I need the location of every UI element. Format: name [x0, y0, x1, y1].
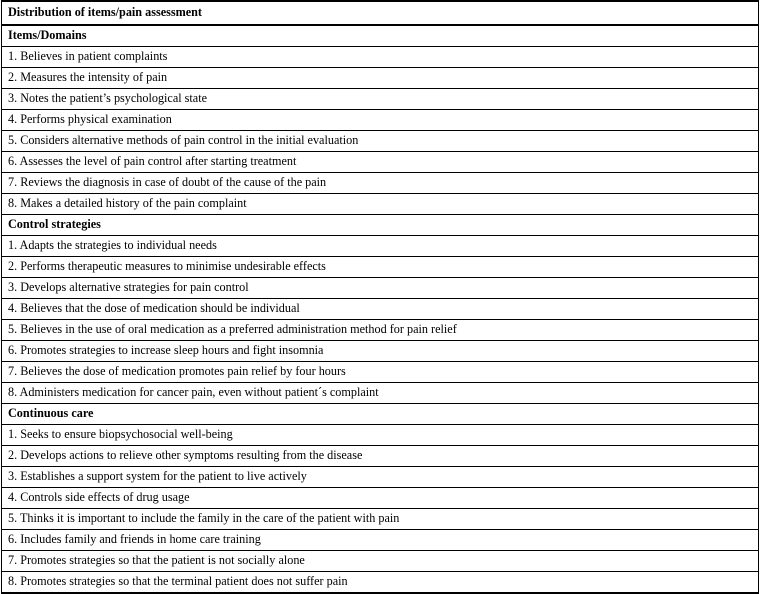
item-cell: 1. Believes in patient complaints: [2, 47, 759, 68]
table-row: [2, 236, 759, 257]
item-cell: 6. Assesses the level of pain control after starting treatment: [2, 152, 759, 173]
column-header-items-domains: Items/Domains: [2, 25, 759, 47]
table-column-header-row: [2, 25, 759, 47]
table-row: [2, 446, 759, 467]
table-row: [2, 467, 759, 488]
item-cell: 3. Notes the patient’s psychological state: [2, 89, 759, 110]
item-cell: 5. Thinks it is important to include the family in the care of the patient with pain: [2, 509, 759, 530]
item-cell: 7. Reviews the diagnosis in case of doubt of the cause of the pain: [2, 173, 759, 194]
item-cell: 3. Establishes a support system for the patient to live actively: [2, 467, 759, 488]
distribution-table: [1, 0, 759, 594]
item-cell: 1. Adapts the strategies to individual needs: [2, 236, 759, 257]
table-row: [2, 257, 759, 278]
section-heading-row: [2, 404, 759, 425]
item-cell: 7. Promotes strategies so that the patient is not socially alone: [2, 551, 759, 572]
item-cell: 5. Considers alternative methods of pain control in the initial evaluation: [2, 131, 759, 152]
table-title-row: [2, 1, 759, 25]
table-row: [2, 425, 759, 446]
item-cell: 7. Believes the dose of medication promotes pain relief by four hours: [2, 362, 759, 383]
section-heading-row: [2, 215, 759, 236]
section-heading-continuous-care: Continuous care: [2, 404, 759, 425]
item-cell: 2. Develops actions to relieve other symptoms resulting from the disease: [2, 446, 759, 467]
item-cell: 5. Believes in the use of oral medication as a preferred administration method for pain relief: [2, 320, 759, 341]
table-row: [2, 509, 759, 530]
item-cell: 8. Administers medication for cancer pain, even without patient´s complaint: [2, 383, 759, 404]
table-row: [2, 341, 759, 362]
item-cell: 4. Controls side effects of drug usage: [2, 488, 759, 509]
section-heading-control-strategies: Control strategies: [2, 215, 759, 236]
table-row: [2, 131, 759, 152]
table-row: [2, 47, 759, 68]
table-row: [2, 68, 759, 89]
item-cell: 8. Promotes strategies so that the terminal patient does not suffer pain: [2, 572, 759, 594]
item-cell: 4. Believes that the dose of medication should be individual: [2, 299, 759, 320]
item-cell: 4. Performs physical examination: [2, 110, 759, 131]
table-row: [2, 551, 759, 572]
table-row: [2, 383, 759, 404]
table-row: [2, 278, 759, 299]
table-row: [2, 89, 759, 110]
item-cell: 3. Develops alternative strategies for pain control: [2, 278, 759, 299]
table-row: [2, 173, 759, 194]
table-row: [2, 530, 759, 551]
item-cell: 6. Includes family and friends in home care training: [2, 530, 759, 551]
table-row: [2, 110, 759, 131]
table-row: [2, 320, 759, 341]
item-cell: 8. Makes a detailed history of the pain complaint: [2, 194, 759, 215]
item-cell: 6. Promotes strategies to increase sleep hours and fight insomnia: [2, 341, 759, 362]
item-cell: 1. Seeks to ensure biopsychosocial well-being: [2, 425, 759, 446]
table-row: [2, 488, 759, 509]
item-cell: 2. Performs therapeutic measures to minimise undesirable effects: [2, 257, 759, 278]
item-cell: 2. Measures the intensity of pain: [2, 68, 759, 89]
table-row: [2, 152, 759, 173]
table-title: Distribution of items/pain assessment: [2, 1, 759, 25]
table-row: [2, 194, 759, 215]
table-row: [2, 572, 759, 594]
table-row: [2, 299, 759, 320]
table-row: [2, 362, 759, 383]
